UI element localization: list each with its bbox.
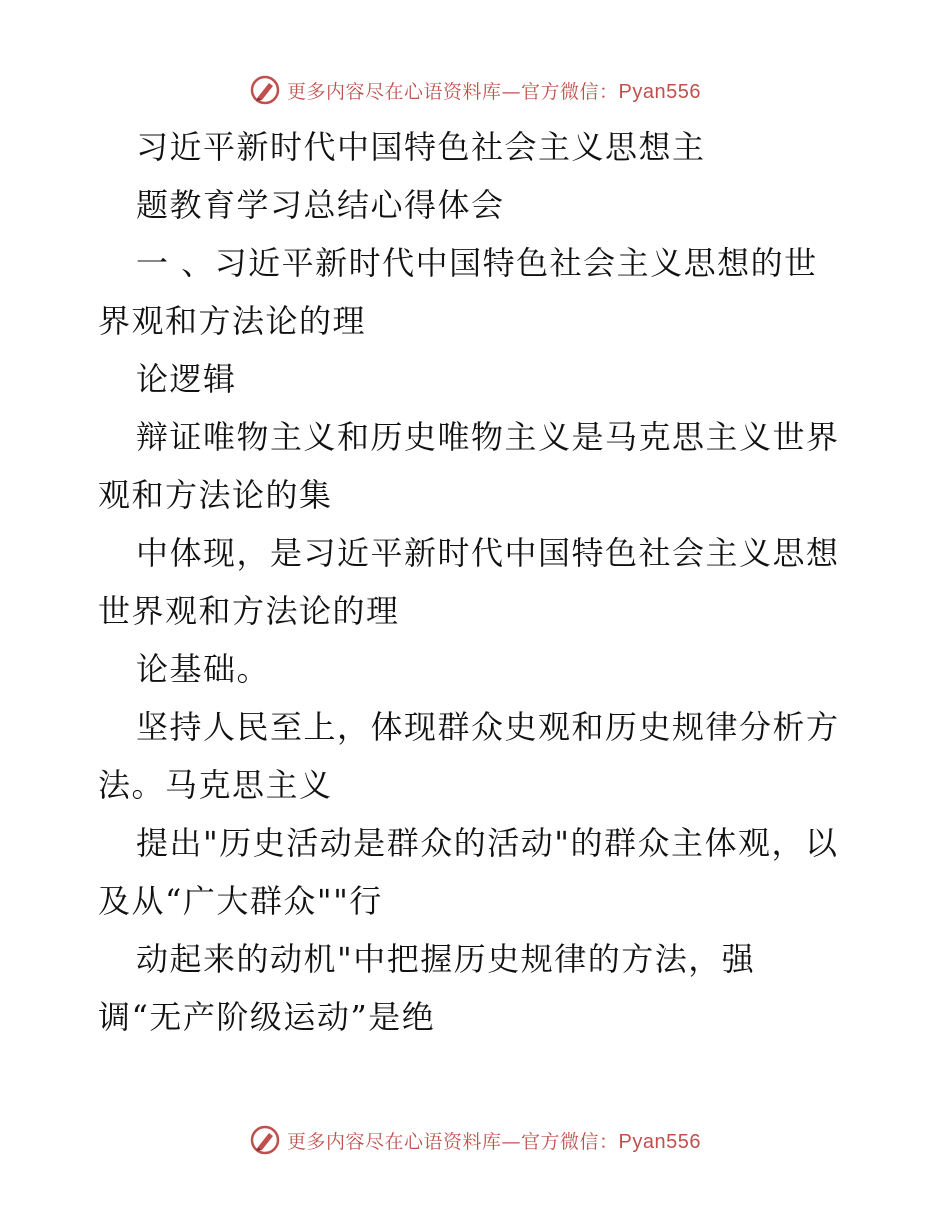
text-line: 调“无产阶级运动”是绝 <box>98 998 436 1036</box>
document-body <box>98 118 858 1046</box>
text-line: 题教育学习总结心得体会 <box>136 186 505 224</box>
text-line: 提出"历史活动是群众的活动"的群众主体观，以 <box>136 824 839 862</box>
text-line: 一 、习近平新时代中国特色社会主义思想的世 <box>136 244 818 282</box>
text-line: 论基础。 <box>136 650 271 688</box>
text-line: 习近平新时代中国特色社会主义思想主 <box>136 128 706 166</box>
text-line: 观和方法论的集 <box>98 476 333 514</box>
text-line: 动起来的动机"中把握历史规律的方法，强 <box>136 940 756 978</box>
footer-watermark <box>0 1120 950 1160</box>
watermark-text: 更多内容尽在心语资料库—官方微信：Pyan556 <box>287 1130 701 1153</box>
text-line: 世界观和方法论的理 <box>98 592 400 630</box>
pen-logo-icon <box>249 1124 281 1156</box>
pen-logo-icon <box>249 74 281 106</box>
text-line: 坚持人民至上，体现群众史观和历史规律分析方 <box>136 708 840 746</box>
text-line: 论逻辑 <box>136 360 237 398</box>
header-watermark <box>0 70 950 110</box>
text-line: 法。马克思主义 <box>98 766 333 804</box>
watermark-text: 更多内容尽在心语资料库—官方微信：Pyan556 <box>287 80 701 103</box>
text-line: 辩证唯物主义和历史唯物主义是马克思主义世界 <box>136 418 840 456</box>
text-line: 及从“广大群众""行 <box>98 882 383 920</box>
text-line: 界观和方法论的理 <box>98 302 367 340</box>
text-line: 中体现，是习近平新时代中国特色社会主义思想 <box>136 534 840 572</box>
